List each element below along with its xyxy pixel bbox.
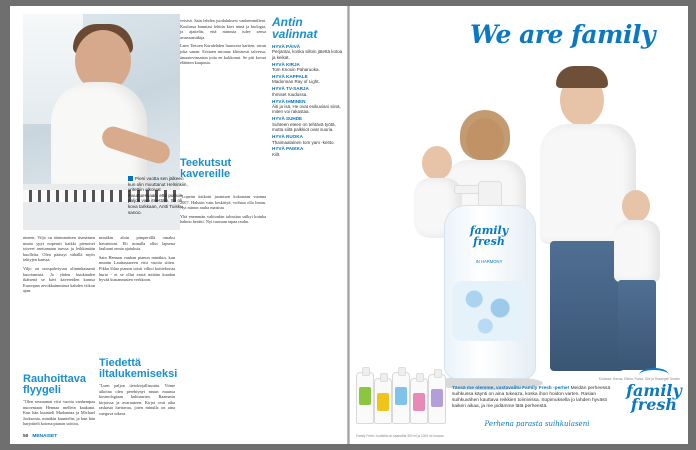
page-number: 50 xyxy=(23,434,29,439)
subheading-science: Tiedettä iltalukemiseksi xyxy=(99,357,178,380)
article-column-4 xyxy=(180,194,266,228)
sidebar-item: HYVÄ KIRJA Tom Knoxin Paharuoka. xyxy=(272,61,320,73)
bottle-brand: family fresh xyxy=(469,224,509,248)
product-lineup xyxy=(356,362,446,424)
ad-headline: We are family xyxy=(469,20,655,49)
sidebar-item: HYVÄ TV-SARJA Ihmiset ruudussa. xyxy=(272,86,309,97)
ad-body-text xyxy=(452,386,622,410)
sidebar-item: HYVÄ PÄIVÄ Perjantai, koska silloin jätettä kotoa ja keikat. xyxy=(272,44,343,60)
soap-bottle xyxy=(440,181,538,381)
ad-slogan: Perhena parasta suihkulaseni xyxy=(484,420,590,428)
sidebar-item: HYVÄ RUOKA Thaimaalainen tom yam -keitto. xyxy=(272,134,335,145)
paragraph: Sain Hennan vanhan pianon minäkin, kun muutin Lauttasaareen viisi vuotta sitten. Pikku lölua pianon soisti vilkoi kotitekoista hurta - ei se ollut ensiä mitään kuudan hyvää kustannusten verkkoon. xyxy=(99,254,175,283)
paragraph: "Lopetin kaikoin juomisen kokonaan vuonna 2007. Halusin vain keskittyä, voihtaa olla liman. Nyt minun rauha maistuu xyxy=(180,194,266,211)
caption-bullet-icon xyxy=(128,176,133,181)
logo-swirl-icon xyxy=(639,368,669,382)
right-page-ad xyxy=(350,6,688,444)
ad-body: Meidän perheessä suihkussa käynti on aina tukeaza, koska ihon hoidon varten. Rasian suihkuvähen kauttava reikkien toimivissa. Sopimuksella jo lahden hyvästi kaiken aikaa, ja me pidämme tätä perheestä. xyxy=(452,386,611,409)
subheading-tea-party: Teekutsut kavereille xyxy=(180,157,232,180)
article-column-3 xyxy=(180,18,266,69)
paragraph: nineen. Viljo on äärimmäisen itsenäinen mutta ypyt nopeasti kaikki pienoiset toiveet asettamaan tuessa ja leikkimään kuolleita. Olen päässyt vähällä myös tehtyjen kanssa. xyxy=(23,235,95,263)
sidebar-item: HYVÄ KAPPALE Madonnan Ray of Light. xyxy=(272,74,320,85)
magazine-name: MENAISET xyxy=(32,434,58,439)
article-column-2-bottom: "Luen paljon tietokirjallisuutta. Viime aikoina olen perehtynyt muun muassa kosmologiaan kulttuurien. Raamattu kirjoissa ja avaruuteen. Kirjat ovat aika raskasta luettavaa, joten minulla on aina vaeguva nikeat. xyxy=(99,383,175,416)
sidebar-item: HYVÄ IHMINEN Äiti ja isä. He ovat esikuviani siinä, miten voi rakastaa. xyxy=(272,98,341,115)
left-page xyxy=(10,6,347,444)
ad-lead: Tässä me olemme, vastavalitu Family Fresh -perhe! xyxy=(452,386,570,391)
subheading-grand-piano: Rauhoittava flyygeli xyxy=(23,373,86,396)
paragraph: Laen Tietoen Kuralehden laurooria kartten, aivan joka sanan. Erittaen miouaa kliinisesti talvessa, ämaatovinsaisin joita en kokkonut. Se piti kovaa eläinten kaupasta. xyxy=(180,43,266,66)
picks-sidebar xyxy=(272,16,344,159)
article-column-1 xyxy=(23,235,95,297)
paragraph: Viljo on urospahvtyuut oliminkataanti kuoriamista. Jo yhden kuukauden ikäisenä se kävi kavereiden kanssa Euroopan arvokkaimmissa kahden viikon ajan. xyxy=(23,265,95,294)
brand-logo: family fresh xyxy=(624,368,684,412)
paragraph: minäkin aloin pimperöllä omaksi havaintoni. Eli minulla ollut lapsena lauluuni onnia ajatuksia. xyxy=(99,235,175,252)
photo-caption: Pieni vuotta sen jälkeen kun olin muuttanut Helsinkiin, yritettiin alkoivat muuttuessaan, että puhuin paljon vain itsestäin. Se oli kova tarkkaan, Antti Tuisku sanoo. xyxy=(128,176,188,215)
article-column-2 xyxy=(99,235,175,286)
paragraph: Yhä enemmän valtionkin talouttaa sulkyi kuinka hahmo herätti. Nyt tuuvaan tapaa rauha. xyxy=(180,213,266,225)
sidebar-item: HYVÄ PAIKKA Kiilt. xyxy=(272,146,304,157)
sidebar-item: HYVÄ SUHDE Suhteen eteen on tehtävä työtä, mutta siitä palkkiot ovat suuria. xyxy=(272,116,336,133)
paragraph: veisisä. Sain lehden juodaluksest vanhemmilleni. Koulussa kunniasi lehtiin kävi minä ja biologia, ja ajattelin, että minusta tulee sensa avaruustutkija. xyxy=(180,18,266,40)
bottle-subbrand: IN HARMONY xyxy=(475,259,503,264)
page-folio xyxy=(23,434,57,439)
article-column-1-bottom: "Olen seuraamat viisi vuotta vanhempaa nuorentaan Hennaa mellein kaukana. Kun hän kuunteli Madonnaa ja Michael Jacksonia, minäkin kuuntelin, ja kun hän harjoitteli kotona pianon soittoa, xyxy=(23,399,95,427)
photo-credit: Kuvassa: Hanna, Ellinta, Rurka, Olle ja Rosangeli Teanko xyxy=(598,377,680,381)
small-print: Family Fresh -tuotteita on saatavilla 300 ml ja 1000 ml koossa. xyxy=(356,434,445,438)
sidebar-title: Antin valinnat xyxy=(272,15,318,41)
